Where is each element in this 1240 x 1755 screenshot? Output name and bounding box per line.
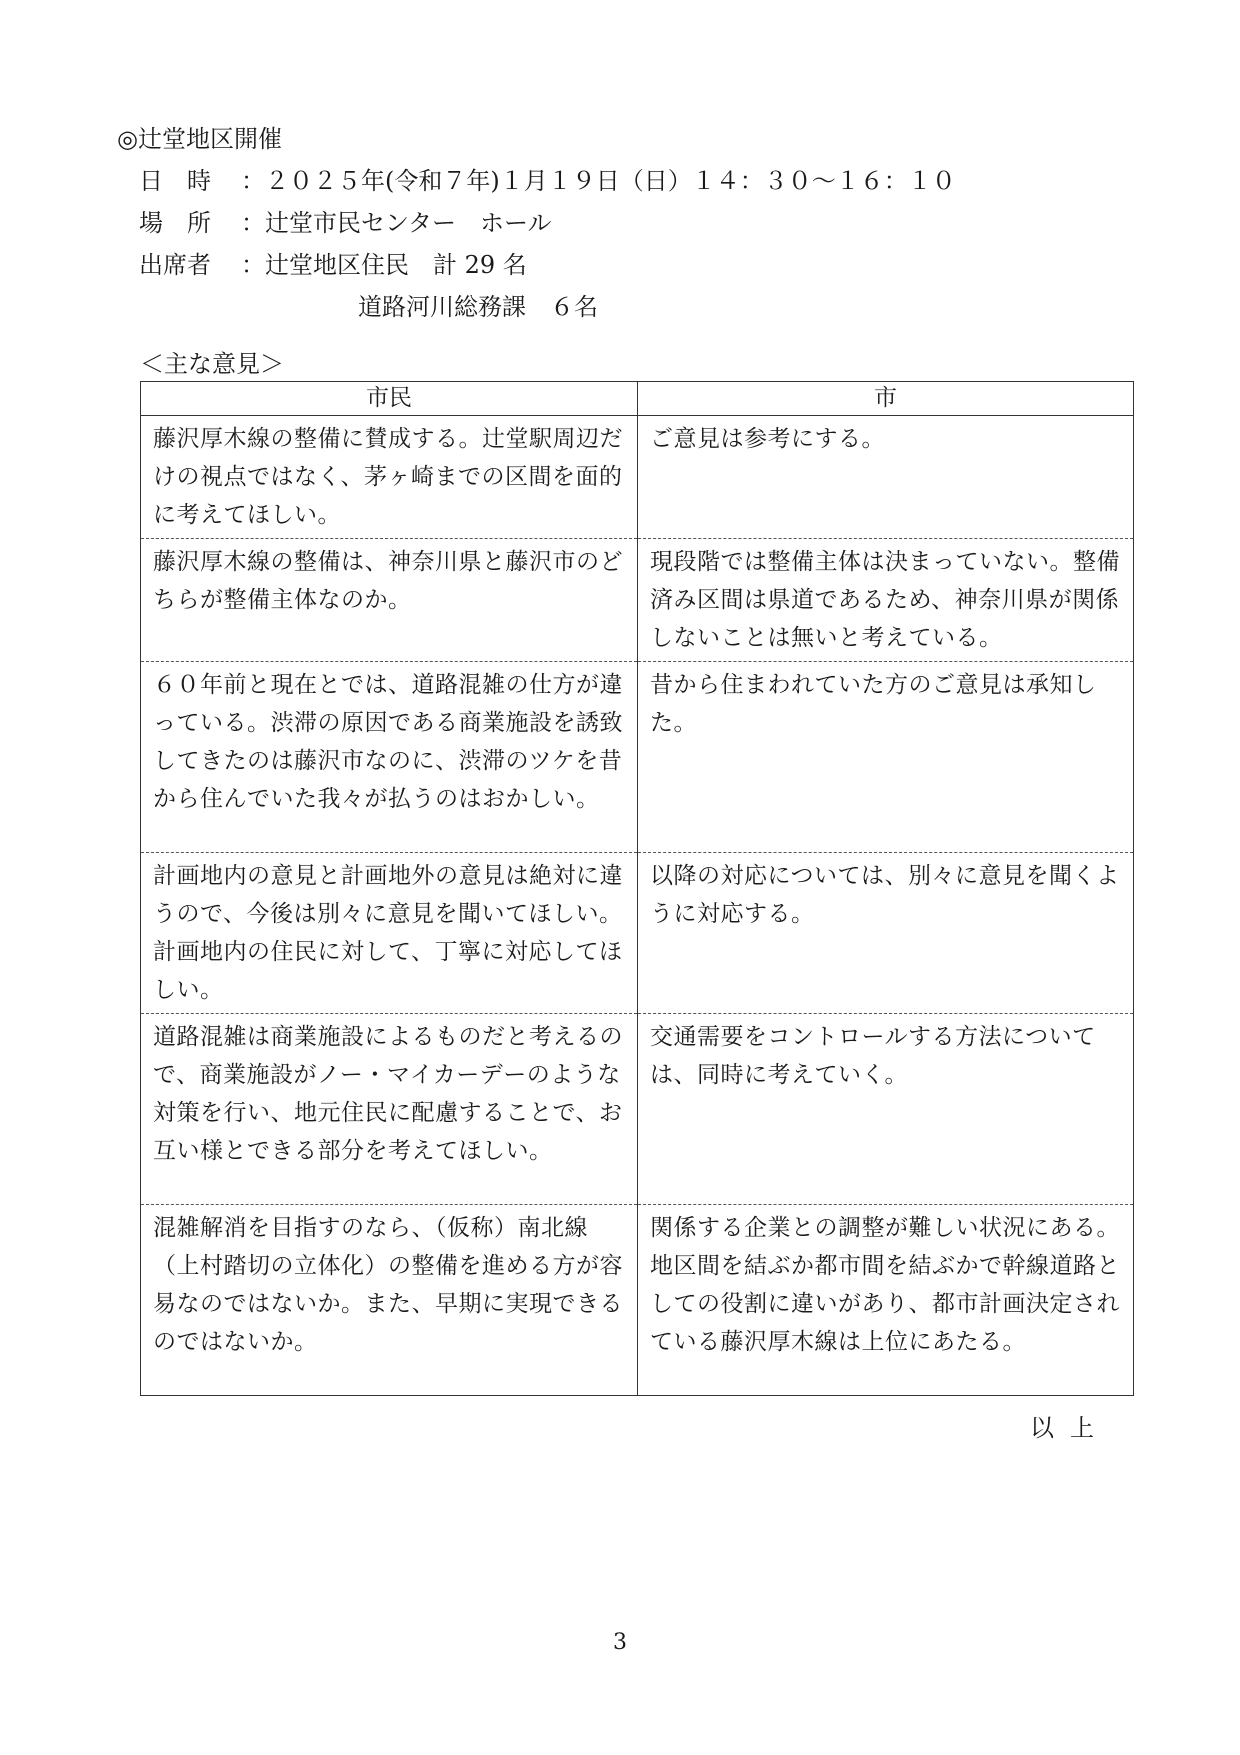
header-city: 市 [638,382,1134,416]
opinions-caption: ＜主な意見＞ [140,350,284,378]
citizen-opinion: 道路混雑は商業施設によるものだと考えるので、商業施設がノー・マイカーデーのような対策を行い、地元住民に配慮することで、お互い様とできる部分を考えてほしい。 [141,1014,638,1205]
closing-remark: 以上 [1030,1414,1110,1442]
datetime-row [117,160,956,202]
table-row [141,1205,1134,1396]
citizen-opinion: 混雑解消を目指すのなら、（仮称）南北線（上村踏切の立体化）の整備を進める方が容易なのではないか。また、早期に実現できるのではないか。 [141,1205,638,1396]
place-value: 辻堂市民センター ホール [265,209,552,237]
city-response: 昔から住まわれていた方のご意見は承知した。 [638,662,1134,853]
citizen-opinion: 計画地内の意見と計画地外の意見は絶対に違うので、今後は別々に意見を聞いてほしい。計画地内の住民に対して、丁寧に対応してほしい。 [141,853,638,1014]
city-response: 関係する企業との調整が難しい状況にある。地区間を結ぶか都市間を結ぶかで幹線道路としての役割に違いがあり、都市計画決定されている藤沢厚木線は上位にあたる。 [638,1205,1134,1396]
section-title: ◎辻堂地区開催 [117,125,282,153]
table-row [141,853,1134,1014]
table-row [141,416,1134,539]
table-header-row [141,382,1134,416]
place-label: 場 所 [139,209,211,237]
attendees-separator: ： [241,251,265,279]
opinions-table [140,381,1134,1396]
header-citizen: 市民 [141,382,638,416]
attendees-staff: 道路河川総務課 ６名 [358,293,598,321]
citizen-opinion: 藤沢厚木線の整備に賛成する。辻堂駅周辺だけの視点ではなく、茅ヶ崎までの区間を面的に考えてほしい。 [141,416,638,539]
attendees-label: 出席者 [139,251,211,279]
city-response: ご意見は参考にする。 [638,416,1134,539]
place-row [117,202,956,244]
meeting-info [117,118,956,328]
citizen-opinion: ６０年前と現在とでは、道路混雑の仕方が違っている。渋滞の原因である商業施設を誘致してきたのは藤沢市なのに、渋滞のツケを昔から住んでいた我々が払うのはおかしい。 [141,662,638,853]
table-row [141,1014,1134,1205]
city-response: 現段階では整備主体は決まっていない。整備済み区間は県道であるため、神奈川県が関係しないことは無いと考えている。 [638,539,1134,662]
table-row [141,539,1134,662]
datetime-separator: ： [241,167,265,195]
attendees-staff-row [117,286,956,328]
datetime-label: 日 時 [139,167,211,195]
city-response: 以降の対応については、別々に意見を聞くように対応する。 [638,853,1134,1014]
citizen-opinion: 藤沢厚木線の整備は、神奈川県と藤沢市のどちらが整備主体なのか。 [141,539,638,662]
page-number: 3 [613,1630,627,1655]
attendees-residents: 辻堂地区住民 計 29 名 [265,251,527,279]
table-row [141,662,1134,853]
city-response: 交通需要をコントロールする方法については、同時に考えていく。 [638,1014,1134,1205]
place-separator: ： [241,209,265,237]
attendees-row [117,244,956,286]
datetime-value: ２０２５年(令和７年)１月１９日（日）１４：３０〜１６：１０ [265,167,956,195]
